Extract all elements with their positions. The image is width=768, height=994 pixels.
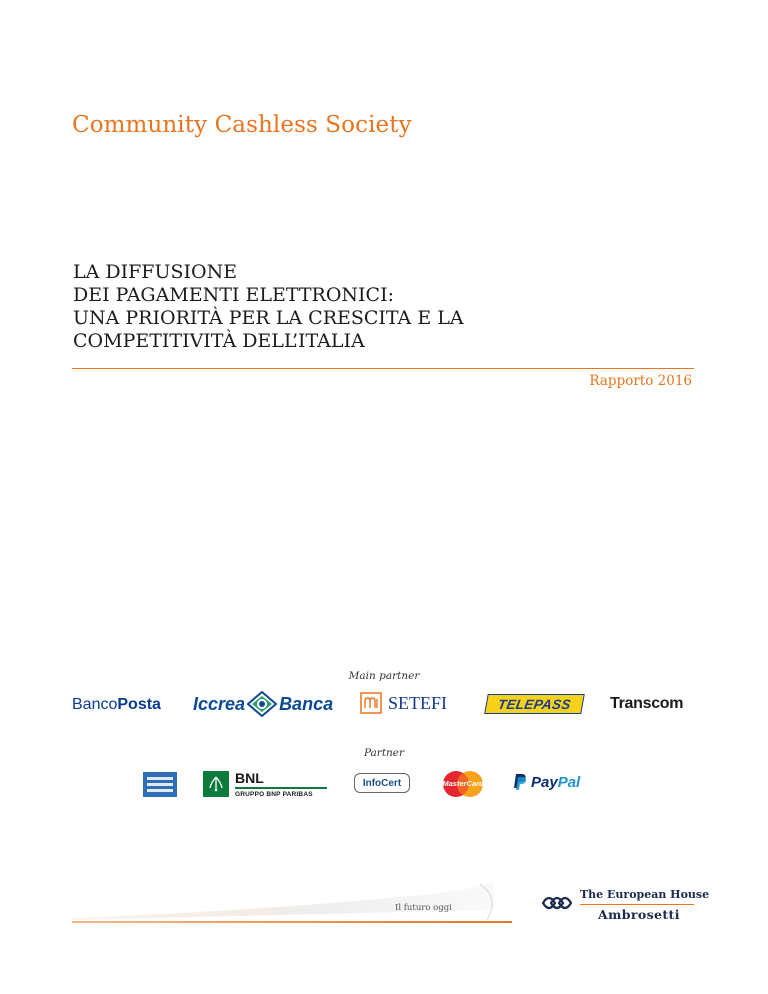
setefi-logo bbox=[360, 692, 447, 714]
bnl-logo bbox=[203, 771, 327, 798]
european-house-name: The European House bbox=[580, 888, 710, 901]
title-divider bbox=[72, 368, 694, 369]
report-title-line-3: UNA PRIORITÀ PER LA CRESCITA E LA bbox=[73, 307, 464, 329]
setefi-mark-icon bbox=[360, 692, 382, 714]
paypal-p-icon bbox=[513, 773, 527, 791]
paypal-wordmark-part-1: Pay bbox=[531, 773, 558, 791]
transcom-logo: Transcom bbox=[610, 695, 684, 712]
american-express-logo bbox=[143, 772, 177, 797]
partner-caption: Partner bbox=[363, 747, 405, 759]
bnl-star-icon bbox=[203, 771, 229, 797]
bnl-subtitle: GRUPPO BNP PARIBAS bbox=[235, 791, 313, 798]
bancoposta-logo bbox=[72, 696, 161, 714]
report-title bbox=[73, 261, 464, 353]
paypal-wordmark-part-2: Pal bbox=[557, 773, 581, 791]
footer-tagline: Il futuro oggi bbox=[395, 903, 452, 913]
report-title-line-4: COMPETITIVITÀ DELL’ITALIA bbox=[73, 330, 365, 352]
bnl-wordmark: BNL bbox=[235, 770, 264, 786]
mastercard-wordmark: MasterCard bbox=[442, 779, 484, 788]
infocert-logo bbox=[354, 773, 410, 793]
mastercard-logo bbox=[440, 770, 486, 798]
ambrosetti-name: Ambrosetti bbox=[598, 907, 680, 922]
infocert-wordmark: InfoCert bbox=[362, 777, 402, 789]
bancoposta-logo-part-1: Banco bbox=[72, 696, 118, 713]
iccrea-logo-part-1: Iccrea bbox=[193, 693, 246, 714]
setefi-wordmark: SETEFI bbox=[388, 692, 448, 713]
report-year-label: Rapporto 2016 bbox=[589, 373, 692, 389]
main-partner-caption: Main partner bbox=[348, 670, 420, 682]
bnl-divider bbox=[235, 787, 327, 789]
report-title-line-2: DEI PAGAMENTI ELETTRONICI: bbox=[73, 284, 394, 306]
american-express-mark-icon bbox=[145, 774, 175, 795]
iccrea-diamond-icon bbox=[247, 691, 277, 717]
iccrea-banca-logo bbox=[193, 691, 333, 717]
report-title-line-1: LA DIFFUSIONE bbox=[73, 261, 238, 283]
telepass-wordmark: TELEPASS bbox=[496, 696, 573, 712]
community-title: Community Cashless Society bbox=[72, 112, 412, 138]
paypal-logo bbox=[513, 773, 580, 791]
european-house-mark-icon bbox=[541, 891, 575, 915]
european-house-divider bbox=[580, 904, 694, 905]
bancoposta-logo-part-2: Posta bbox=[117, 696, 161, 713]
paypal-wordmark bbox=[531, 774, 580, 791]
telepass-logo bbox=[484, 694, 585, 714]
iccrea-logo-part-2: Banca bbox=[279, 693, 334, 714]
